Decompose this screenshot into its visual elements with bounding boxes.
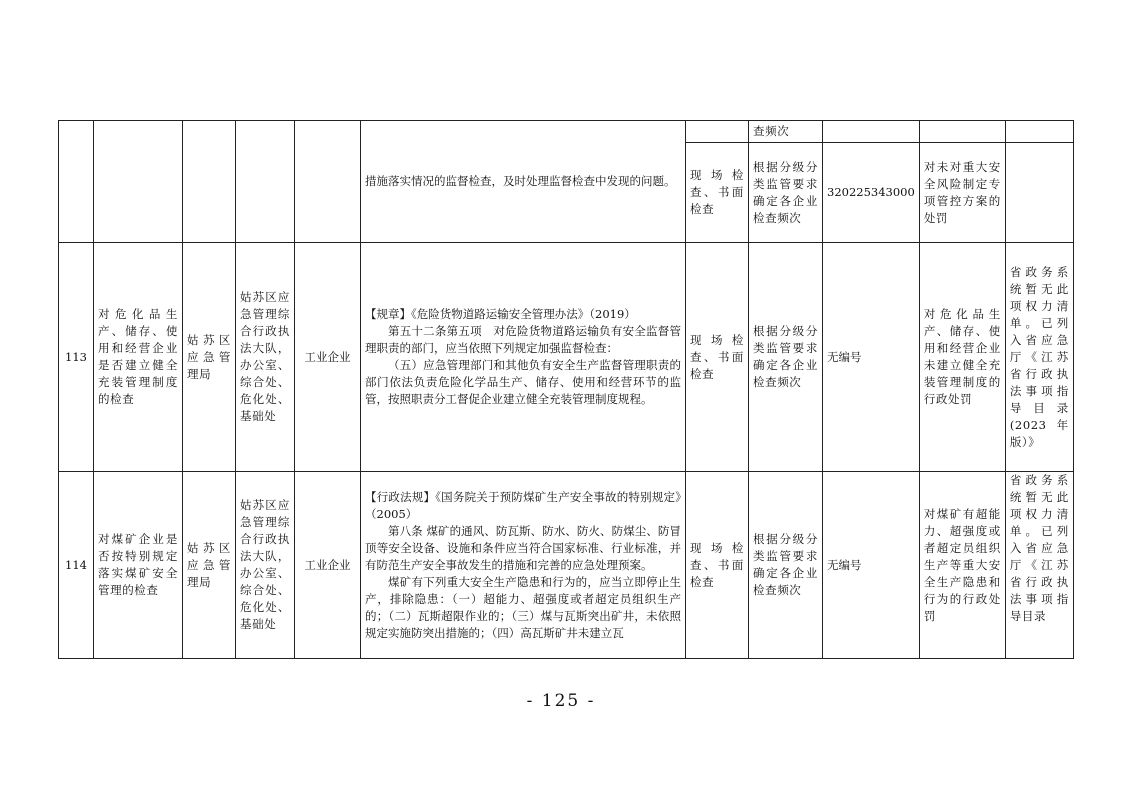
cell-method — [686, 121, 749, 143]
cell-subject: 姑苏区应急管理局 — [183, 243, 236, 472]
cell-frequency-tail: 查频次 — [749, 121, 823, 143]
cell-code: 无编号 — [823, 472, 920, 659]
basis-article: 第八条 煤矿的通风、防瓦斯、防水、防火、防煤尘、防冒顶等安全设备、设施和条件应当符合国家标准、行业标准，并有防范生产安全事故发生的措施和完善的应急处理预案。 — [365, 523, 681, 572]
basis-tail-text: 措施落实情况的监督检查，及时处理监督检查中发现的问题。 — [365, 174, 676, 188]
cell-basis-continued — [361, 121, 686, 243]
cell-object: 工业企业 — [295, 243, 361, 472]
cell-remark — [1005, 121, 1073, 143]
cell-frequency: 根据分级分类监管要求确定各企业检查频次 — [749, 143, 823, 243]
basis-article: 第五十二条第五项 对危险货物道路运输负有安全监督管理职责的部门，应当依照下列规定加强监督检查： — [365, 324, 681, 355]
cell-subject: 姑苏区应急管理局 — [183, 472, 236, 659]
page-number: - 125 - — [526, 691, 596, 711]
cell-method: 现场检查、书面检查 — [686, 472, 749, 659]
cell-dept — [236, 121, 295, 243]
cell-method: 现场检查、书面检查 — [686, 143, 749, 243]
basis-clause: 煤矿有下列重大安全生产隐患和行为的，应当立即停止生产，排除隐患：（一）超能力、超强度或者超定员组织生产的；（二）瓦斯超限作业的；（三）煤与瓦斯突出矿井，未依照规定实施防突出措施的；（四）高瓦斯矿井未建立瓦 — [365, 574, 681, 640]
cell-no — [59, 121, 94, 243]
cell-object: 工业企业 — [295, 472, 361, 659]
cell-penalty: 对未对重大安全风险制定专项管控方案的处罚 — [919, 143, 1005, 243]
basis-title: 【规章】《危险货物道路运输安全管理办法》（2019） — [365, 307, 636, 321]
cell-dept: 姑苏区应急管理综合行政执法大队，办公室、综合处、危化处、基础处 — [236, 472, 295, 659]
cell-frequency: 根据分级分类监管要求确定各企业检查频次 — [749, 243, 823, 472]
cell-code: 无编号 — [823, 243, 920, 472]
basis-title: 【行政法规】《国务院关于预防煤矿生产安全事故的特别规定》（2005） — [365, 489, 681, 521]
basis-clause: （五）应急管理部门和其他负有安全生产监督管理职责的部门依法负责危险化学品生产、储存、使用和经营环节的监管，按照职责分工督促企业建立健全充装管理制度规程。 — [365, 358, 681, 406]
cell-penalty — [919, 121, 1005, 143]
cell-dept: 姑苏区应急管理综合行政执法大队，办公室、综合处、危化处、基础处 — [236, 243, 295, 472]
cell-frequency: 根据分级分类监管要求确定各企业检查频次 — [749, 472, 823, 659]
cell-code: 320225343000 — [823, 143, 920, 243]
cell-no: 114 — [59, 472, 94, 659]
cell-item — [94, 121, 183, 243]
cell-remark: 省政务系统暂无此项权力清单。已列入省应急厅《江苏省行政执法事项指导目录(2023年版）》 — [1005, 243, 1073, 472]
table-row-114 — [59, 472, 1074, 659]
cell-item: 对危化品生产、储存、使用和经营企业是否建立健全充装管理制度的检查 — [94, 243, 183, 472]
cell-code — [823, 121, 920, 143]
table-row-113 — [59, 243, 1074, 472]
cell-no: 113 — [59, 243, 94, 472]
table-row-continued — [59, 121, 1074, 143]
enforcement-items-table — [58, 120, 1074, 659]
cell-method: 现场检查、书面检查 — [686, 243, 749, 472]
cell-subject — [183, 121, 236, 243]
cell-penalty: 对危化品生产、储存、使用和经营企业未建立健全充装管理制度的行政处罚 — [919, 243, 1005, 472]
cell-penalty: 对煤矿有超能力、超强度或者超定员组织生产等重大安全生产隐患和行为的行政处罚 — [919, 472, 1005, 659]
cell-basis — [361, 472, 686, 659]
cell-remark — [1005, 143, 1073, 243]
cell-item: 对煤矿企业是否按特别规定落实煤矿安全管理的检查 — [94, 472, 183, 659]
cell-object — [295, 121, 361, 243]
cell-remark: 省政务系统暂无此项权力清单。已列入省应急厅《江苏省行政执法事项指导目录 — [1005, 472, 1073, 659]
cell-basis — [361, 243, 686, 472]
